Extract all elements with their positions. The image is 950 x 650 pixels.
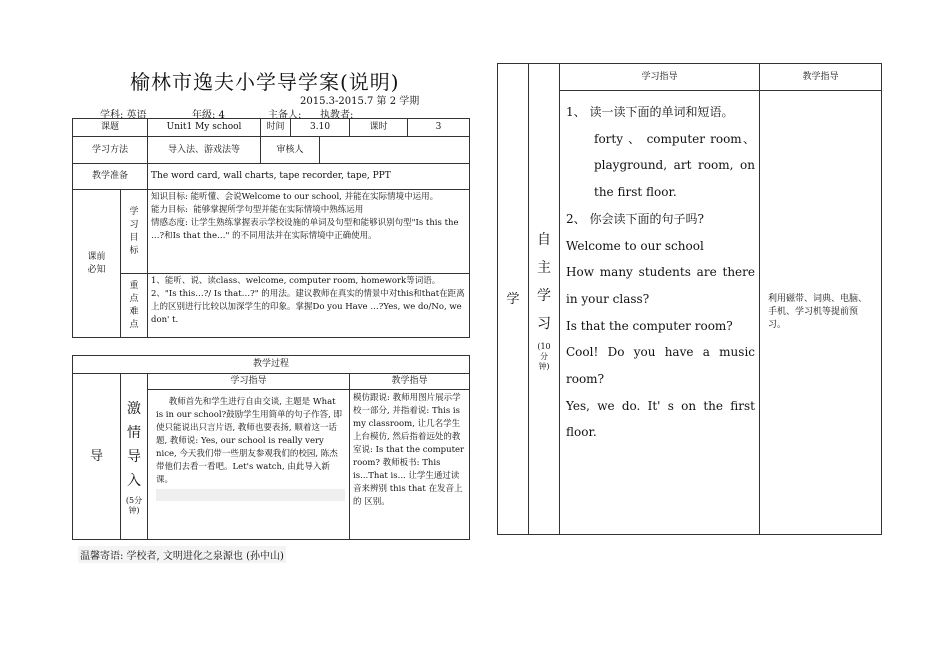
right-col-study: 学习指导 (560, 64, 760, 91)
process-study-text: 教师首先和学生进行自由交谈, 主题是 What is in our school?鼓励学生用简单的句子作答, 即使只能说出只言片语, 教师也要表扬, 顺着这一话题, 教师说: Yes, our school is really very nice, 今天我们带一些朋友参观我们的校园, 陈杰带他们去看一看吧。Let's watch, 由此导入新课。 (148, 390, 350, 540)
reviewer-label: 审核人 (261, 137, 320, 164)
right-study-content (560, 91, 760, 535)
warmup-label: 激情导入 (127, 401, 141, 489)
subject-label: 学科: 英语 (100, 110, 147, 121)
time-label: 时间 (261, 119, 291, 137)
phase-xue: 学 (498, 64, 529, 535)
warmup-duration: (5分钟) (125, 496, 143, 515)
right-lesson-table (497, 63, 882, 535)
item2: 2、 你会读下面的句子吗? (566, 211, 704, 226)
prep-value: The word card, wall charts, tape recorder, tape, PPT (148, 164, 470, 190)
spacer-row (73, 338, 470, 356)
selfstudy-duration: (10分钟) (537, 342, 551, 371)
goals-label: 学习目标 (121, 190, 148, 274)
method-value: 导入法、游戏法等 (148, 137, 261, 164)
goals-text: 知识目标: 能听懂、会说Welcome to our school, 并能在实际情境中运用。 能力目标: 能够掌握所学句型并能在实际情境中熟练运用 情感态度: 让学生熟练掌握表示学校设施的单词及句型和能够识别句型"Is this the …?和Is that the…" 的不同用法并在实际情境中正确使用。 (148, 190, 470, 274)
topic-label: 课题 (73, 119, 148, 137)
executor-label: 执教者: (320, 110, 354, 121)
phase-dao: 导 (73, 374, 121, 540)
period-value: 3 (408, 119, 470, 137)
sentence-1: Welcome to our school (566, 238, 704, 253)
item1: 1、 读一读下面的单词和短语。 (566, 105, 734, 119)
selfstudy-label: 自主学习 (537, 232, 551, 332)
keys-text: 1、能听、说、读class、welcome, computer room, homework等词语。 2、"Is this…?/ Is that…?" 的用法。建议教师在真实的情景中对this和that在距离上的区别进行比较以加深学生的印象。掌握Do you Have …?Yes, we do/No, we don' t. (148, 274, 470, 338)
term-label: 2015.3-2015.7 第 2 学期 (300, 96, 420, 107)
right-col-teach: 教学指导 (760, 64, 882, 91)
left-lesson-table (72, 118, 470, 540)
keys-label: 重点难点 (121, 274, 148, 338)
process-teach-text: 模仿跟说: 教师用图片展示学校一部分, 并指着说: This is my classroom, 让几名学生上台模仿, 然后指着远处的教室说: Is that the computer room? 教师板书: This is...That is... 让学生通过读音来辨别 this that 在发音上的 区别。 (350, 390, 470, 540)
prep-label: 教学准备 (73, 164, 148, 190)
process-col-study: 学习指导 (148, 374, 350, 390)
page-title: 榆林市逸夫小学导学案(说明) (130, 70, 400, 94)
reviewer-value (320, 137, 470, 164)
topic-value: Unit1 My school (148, 119, 261, 137)
period-label: 课时 (350, 119, 408, 137)
warmup-cell (121, 374, 148, 540)
sentence-5: Yes, we do. It' s on the first floor. (566, 398, 755, 440)
word-list: forty 、 computer room、playground, art room, on the first floor. (594, 131, 755, 200)
sentence-2: How many students are there in your class? (566, 265, 755, 306)
sentence-4: Cool! Do you have a music room? (566, 345, 755, 387)
time-value: 3.10 (291, 119, 350, 137)
grade-label: 年级: 4 (192, 110, 225, 121)
process-heading: 教学过程 (73, 356, 470, 374)
preclass-label: 课前必知 (73, 190, 121, 338)
right-teach-text: 利用磁带、词典、电脑、手机、学习机等提前预习。 (760, 91, 882, 535)
footer-motto: 温馨寄语: 学校者, 文明进化之泉源也 (孙中山) (78, 546, 286, 563)
selfstudy-cell (529, 64, 560, 535)
process-col-teach: 教学指导 (350, 374, 470, 390)
method-label: 学习方法 (73, 137, 148, 164)
preparer-label: 主备人: (268, 110, 302, 121)
sentence-3: Is that the computer room? (566, 318, 733, 333)
